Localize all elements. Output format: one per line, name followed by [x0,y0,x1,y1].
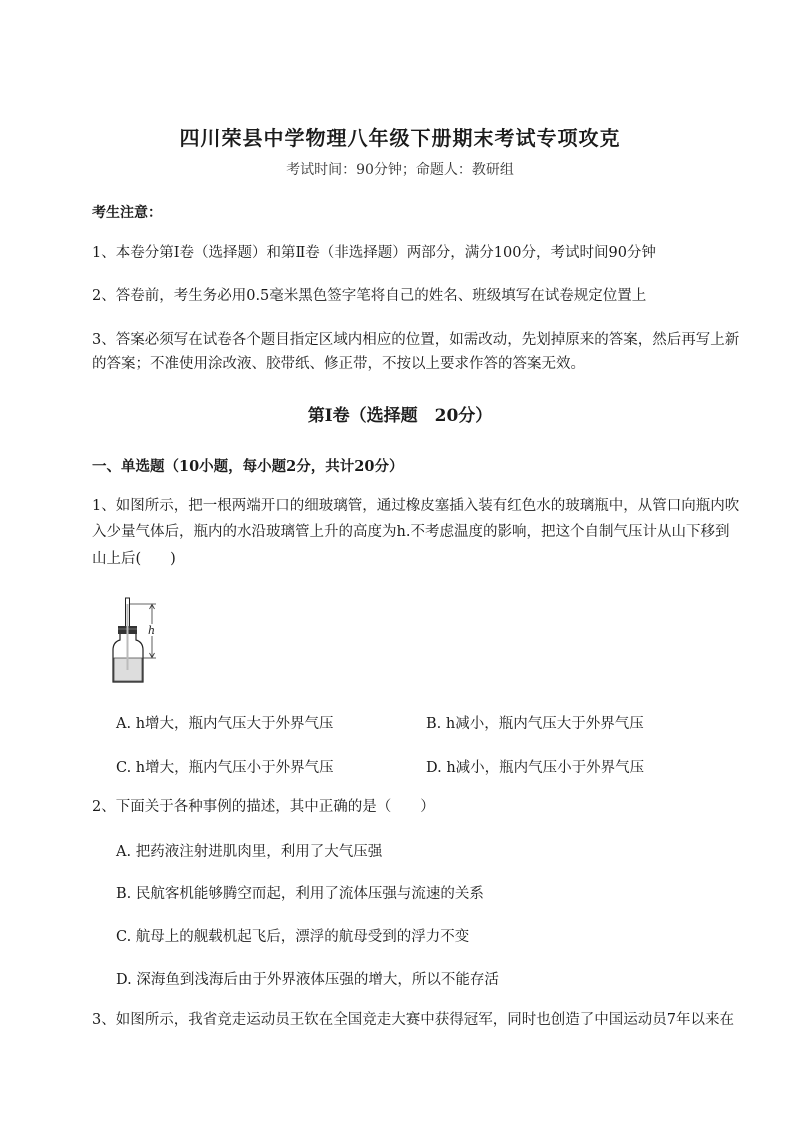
question-1-line-3: 山上后( ) [92,551,176,567]
notice-item-3-continued: 的答案；不准使用涂改液、胶带纸、修正带，不按以上要求作答的答案无效。 [92,356,585,372]
question-2-stem: 2、下面关于各种事例的描述，其中正确的是（ ） [92,799,435,815]
height-label: h [148,624,156,637]
part-heading: 一、单选题（10小题，每小题2分，共计20分） [92,458,404,475]
q2-option-b[interactable]: B. 民航客机能够腾空而起，利用了流体压强与流速的关系 [116,886,484,902]
water-column [127,604,129,670]
q1-option-a[interactable]: A. h增大，瓶内气压大于外界气压 [116,716,334,732]
q2-option-c[interactable]: C. 航母上的舰载机起飞后，漂浮的航母受到的浮力不变 [116,929,470,945]
notice-item-2: 2、答卷前，考生务必用0.5毫米黑色签字笔将自己的姓名、班级填写在试卷规定位置上 [92,288,647,304]
q1-option-c[interactable]: C. h增大，瓶内气压小于外界气压 [116,760,334,776]
barometer-figure [108,596,160,686]
q1-option-b[interactable]: B. h减小，瓶内气压大于外界气压 [426,716,644,732]
question-1-line-1: 1、如图所示，把一根两端开口的细玻璃管，通过橡皮塞插入装有红色水的玻璃瓶中，从管口向瓶内吹 [92,498,740,514]
notice-item-3: 3、答案必须写在试卷各个题目指定区域内相应的位置，如需改动，先划掉原来的答案，然后再写上新 [92,332,740,348]
page-title: 四川荣县中学物理八年级下册期末考试专项攻克 [179,126,621,150]
notice-item-1: 1、本卷分第I卷（选择题）和第Ⅱ卷（非选择题）两部分，满分100分，考试时间90分钟 [92,245,656,261]
question-1-line-2: 入少量气体后，瓶内的水沿玻璃管上升的高度为h.不考虑温度的影响，把这个自制气压计从山下移到 [92,524,730,540]
exam-info: 考试时间：90分钟；命题人：教研组 [286,162,514,178]
q2-option-d[interactable]: D. 深海鱼到浅海后由于外界液体压强的增大，所以不能存活 [116,972,499,988]
q1-option-d[interactable]: D. h减小，瓶内气压小于外界气压 [426,760,645,776]
q2-option-a[interactable]: A. 把药液注射进肌肉里，利用了大气压强 [116,844,383,860]
question-3-stem: 3、如图所示，我省竞走运动员王钦在全国竞走大赛中获得冠军，同时也创造了中国运动员7年以来在 [92,1012,734,1028]
notice-heading: 考生注意： [92,205,162,221]
section-title: 第I卷（选择题 20分） [307,406,493,426]
